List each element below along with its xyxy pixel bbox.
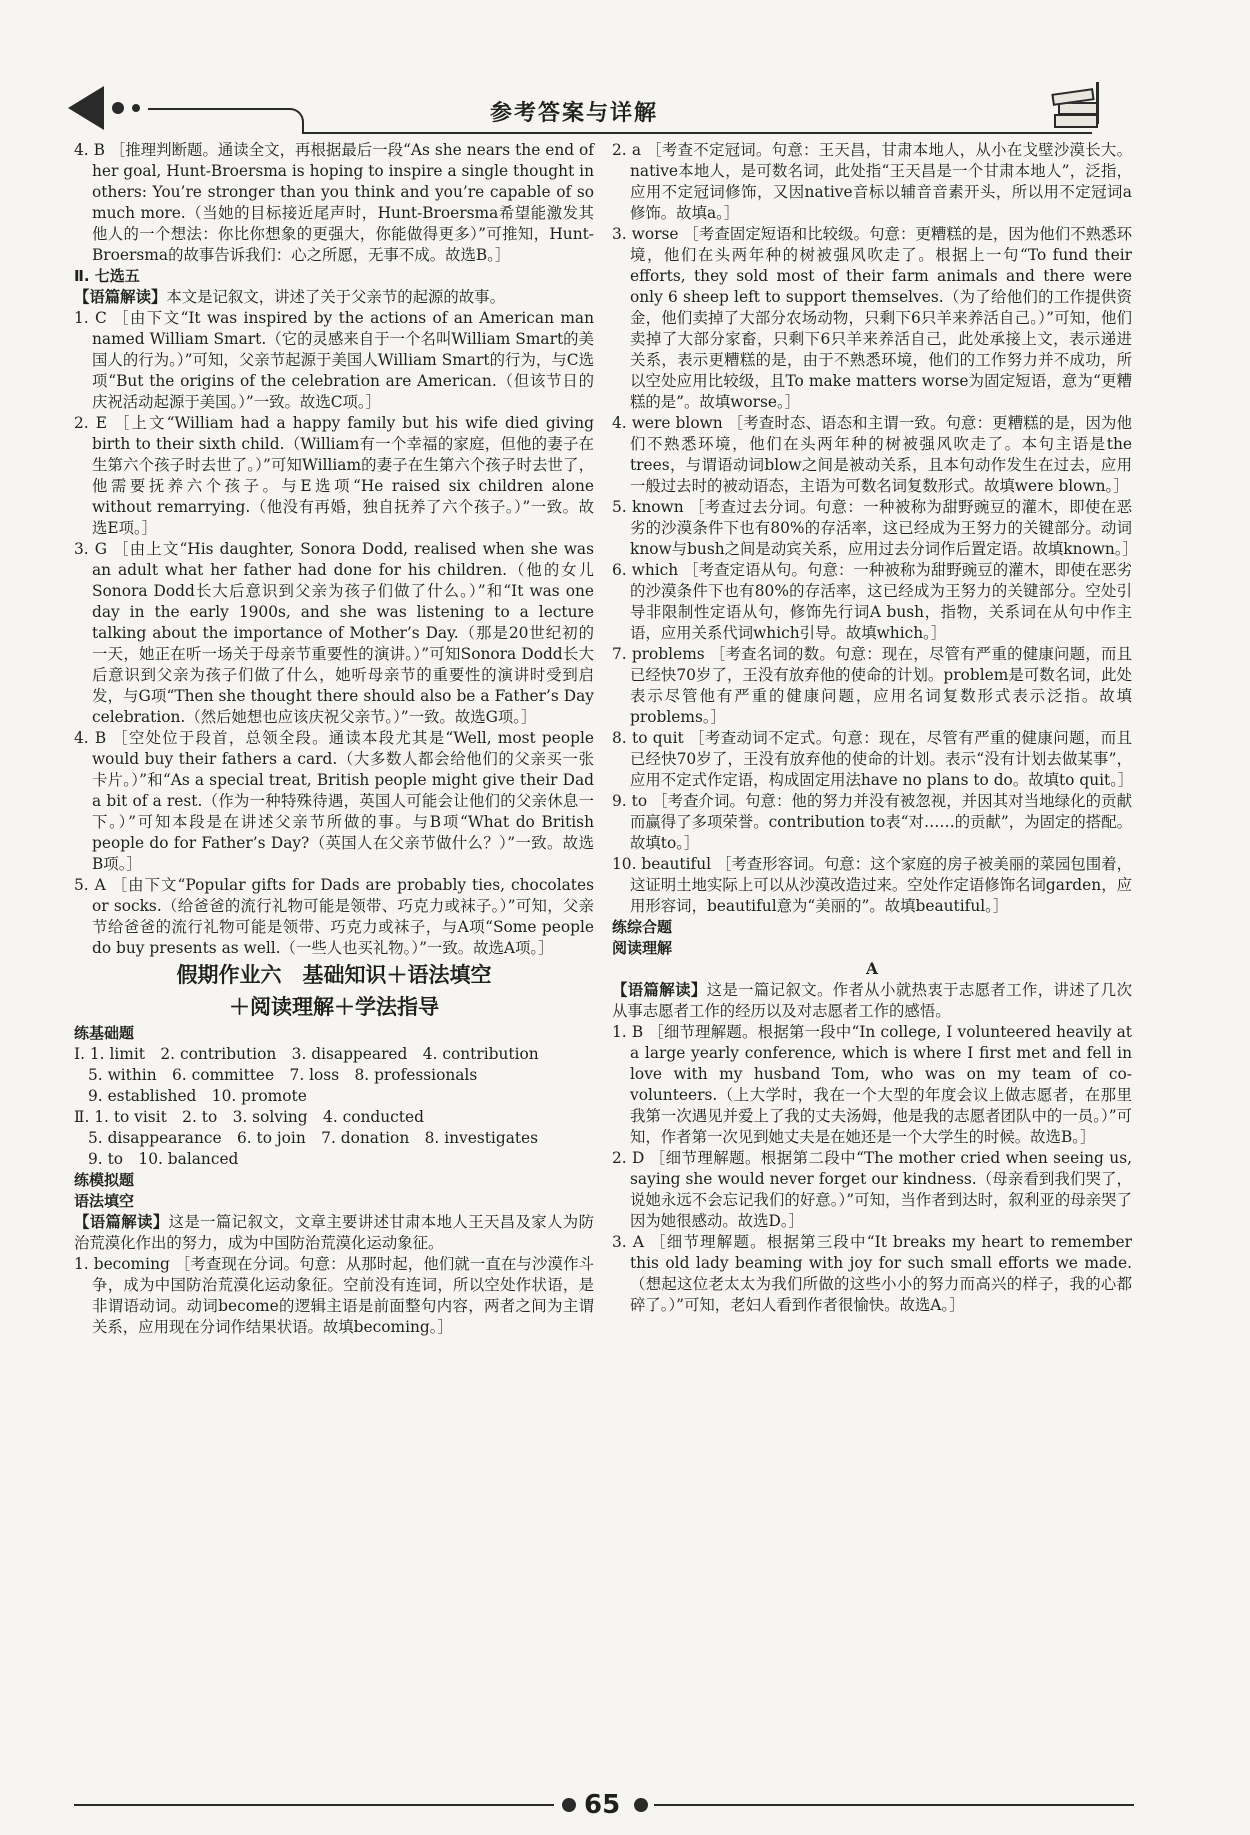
- reading-text: 这是一篇记叙文，文章主要讲述甘肃本地人王天昌及家人为防治荒漠化作出的努力，成为中国防治荒漠化运动象征。: [74, 1213, 594, 1252]
- answer-item: 1. becoming ［考查现在分词。句意：从那时起，他们就一直在与沙漠作斗争，成为中国防治荒漠化运动象征。空前没有连词，所以空处作状语，是非谓语动词。动词become的逻辑主语是前面整句内容，两者之间为主谓关系，应用现在分词作结果状语。故填becoming。］: [74, 1255, 594, 1336]
- answer-row: 9. established 10. promote: [88, 1087, 307, 1105]
- reading-text: 本文是记叙文，讲述了关于父亲节的起源的故事。: [166, 288, 505, 306]
- answer-item: 9. to ［考查介词。句意：他的努力并没有被忽视，并因其对当地绿化的贡献而赢得了多项荣誉。contribution to表“对……的贡献”，为固定的搭配。故填to。］: [612, 792, 1132, 852]
- dot-icon: [112, 102, 124, 114]
- answer-item: 4. B ［空处位于段首，总领全段。通读本段尤其是“Well, most people would buy their fathers a card.（大多数人都会给他们的父亲买一张卡片。）”和“As a special treat, British people might give their Dad a bit of a rest.（作为一种特殊待遇，英国人可能会让他们的父亲休息一下。）”可知本段是在讲述父亲节所做的事。与B项“What do British people do for Father’s Day?（英国人在父亲节做什么？）”一致。故选B项。］: [74, 729, 594, 873]
- answer-row: 9. to 10. balanced: [88, 1150, 239, 1168]
- reading-summary: [74, 287, 594, 308]
- answer-item: 3. A ［细节理解题。根据第三段中“It breaks my heart to remember this old lady beaming with joy for such small efforts we made.（想起这位老太太为我们所做的这些小小的努力而高兴的样子，我的心都碎了。）”可知，老妇人看到作者很愉快。故选A。］: [612, 1233, 1132, 1314]
- section-heading: 练综合题: [612, 918, 673, 936]
- answer-item: 1. B ［细节理解题。根据第一段中“In college, I volunteered heavily at a large yearly conference, which is where I first met and fell in love with my husband Tom, who was on my team of co-volunteers.（上大学时，我在一个大型的年度会议上做志愿者，在那里我第一次遇见并爱上了我的丈夫汤姆，他是我的志愿者团队中的一员。）”可知，作者第一次见到她丈夫是在她还是一个大学生的时候。故选B。］: [612, 1023, 1132, 1146]
- reading-text: 这是一篇记叙文。作者从小就热衷于志愿者工作，讲述了几次从事志愿者工作的经历以及对志愿者工作的感悟。: [612, 981, 1132, 1020]
- passage-label: A: [866, 960, 878, 978]
- homework-title: [74, 959, 594, 1023]
- section-heading: 练基础题: [74, 1024, 135, 1042]
- dot-icon: [562, 1798, 576, 1812]
- page-title: 参考答案与详解: [490, 101, 659, 126]
- answer-row: Ⅰ. 1. limit 2. contribution 3. disappeared 4. contribution: [74, 1045, 539, 1063]
- answer-item: 10. beautiful ［考查形容词。句意：这个家庭的房子被美丽的菜园包围着，这证明土地实际上可以从沙漠改造过来。空处作定语修饰名词garden，应用形容词，beautiful意为“美丽的”。故填beautiful。］: [612, 855, 1132, 915]
- header-rule: [148, 108, 288, 110]
- header-bracket: [288, 108, 304, 134]
- footer-rule: [74, 1804, 554, 1806]
- reading-summary: [612, 980, 1132, 1022]
- left-column: [74, 140, 594, 1338]
- books-icon: [1050, 86, 1102, 130]
- answer-item: 2. a ［考查不定冠词。句意：王天昌，甘肃本地人，从小在戈壁沙漠长大。native本地人，是可数名词，此处指“王天昌是一个甘肃本地人”，泛指，应用不定冠词修饰，又因native音标以辅音音素开头，所以用不定冠词a修饰。故填a。］: [612, 141, 1132, 222]
- dot-icon: [132, 104, 140, 112]
- footer-rule: [654, 1804, 1134, 1806]
- right-column: [612, 140, 1138, 1316]
- answer-item: 2. D ［细节理解题。根据第二段中“The mother cried when seeing us, saying she would never forget our kindness.（母亲看到我们哭了，说她永远不会忘记我们的好意。）”可知，当作者到达时，叙利亚的母亲哭了因为她很感动。故选D。］: [612, 1149, 1132, 1230]
- reading-tag: 【语篇解读】: [74, 1213, 169, 1231]
- homework-title-line-1: 假期作业六 基础知识＋语法填空: [176, 963, 492, 987]
- reading-summary: [74, 1212, 594, 1254]
- page-header: [60, 78, 1120, 134]
- answer-item: 8. to quit ［考查动词不定式。句意：现在，尽管有严重的健康问题，而且已经快70岁了，王没有放弃他的使命的计划。表示“没有计划去做某事”，应用不定式作定语，构成固定用法have no plans to do。故填to quit。］: [612, 729, 1134, 789]
- section-heading: Ⅱ. 七选五: [74, 267, 140, 285]
- answer-item: 5. A ［由下文“Popular gifts for Dads are probably ties, chocolates or socks.（给爸爸的流行礼物可能是领带、巧克力或袜子。）”可知，父亲节给爸爸的流行礼物可能是领带、巧克力或袜子，与A项“Some people do buy presents as well.（一些人也买礼物。）”一致。故选A项。］: [74, 876, 594, 957]
- dot-icon: [634, 1798, 648, 1812]
- header-underline: [302, 132, 1092, 134]
- answer-item: 7. problems ［考查名词的数。句意：现在，尽管有严重的健康问题，而且已经快70岁了，王没有放弃他的使命的计划。problem是可数名词，此处表示尽管他有严重的健康问题，应用名词复数形式表示泛指。故填problems。］: [612, 645, 1132, 726]
- answer-item: 4. were blown ［考查时态、语态和主谓一致。句意：更糟糕的是，因为他们不熟悉环境，他们在头两年种的树被强风吹走了。本句主语是the trees，与谓语动词blow之间是被动关系，且本句动作发生在过去，应用一般过去时的被动语态，主语为可数名词复数形式。故填were blown。］: [612, 414, 1132, 495]
- homework-title-line-2: ＋阅读理解＋学法指导: [229, 995, 439, 1019]
- answer-item: 6. which ［考查定语从句。句意：一种被称为甜野豌豆的灌木，即使在恶劣的沙漠条件下也有80%的存活率，这已经成为王努力的关键部分。空处引导非限制性定语从句，修饰先行词A bush，指物，关系词在从句中作主语，应用关系代词which引导。故填which。］: [612, 561, 1132, 642]
- answer-row: 5. within 6. committee 7. loss 8. professionals: [88, 1066, 478, 1084]
- answer-item: 4. B ［推理判断题。通读全文，再根据最后一段“As she nears the end of her goal, Hunt-Broersma is hoping to inspire a single thought in others: You’re stronger than you think and you’re capable of so much more.（当她的目标接近尾声时，Hunt-Broersma希望能激发其他人的一个想法：你比你想象的更强大，你能做得更多）”可推知，Hunt-Broersma的故事告诉我们：心之所愿，无事不成。故选B。］: [74, 141, 594, 264]
- page-number: 65: [584, 1790, 621, 1820]
- answer-item: 1. C ［由下文“It was inspired by the actions of an American man named William Smart.（它的灵感来自于一个名叫William Smart的美国人的行为。）”可知，父亲节起源于美国人William Smart的行为，与C选项“But the origins of the celebration are American.（但该节日的庆祝活动起源于美国。）”一致。故选C项。］: [74, 309, 594, 411]
- section-heading: 语法填空: [74, 1192, 135, 1210]
- reading-tag: 【语篇解读】: [612, 981, 707, 999]
- answer-row: Ⅱ. 1. to visit 2. to 3. solving 4. conducted: [74, 1108, 424, 1126]
- reading-tag: 【语篇解读】: [74, 288, 167, 306]
- answer-item: 3. worse ［考查固定短语和比较级。句意：更糟糕的是，因为他们不熟悉环境，他们在头两年种的树被强风吹走了。根据上一句“To fund their efforts, they sold most of their farm animals and there were only 6 sheep left to support themselves.（为了给他们的工作提供资金，他们卖掉了大部分农场动物，只剩下6只羊来养活自己。）”可知，他们卖掉了大部分家畜，只剩下6只羊来养活自己，此处承接上文，表示递进关系，表示更糟糕的是，由于不熟悉环境，他们的工作努力并不成功，所以空处应用比较级，且To make matters worse为固定短语，意为“更糟糕的是”。故填worse。］: [612, 225, 1132, 411]
- answer-row: 5. disappearance 6. to join 7. donation 8. investigates: [88, 1129, 539, 1147]
- answer-item: 5. known ［考查过去分词。句意：一种被称为甜野豌豆的灌木，即使在恶劣的沙漠条件下也有80%的存活率，这已经成为王努力的关键部分。动词know与bush之间是动宾关系，应用过去分词作后置定语。故填known。］: [612, 498, 1138, 558]
- arrow-icon: [68, 86, 104, 130]
- answer-item: 2. E ［上文“William had a happy family but his wife died giving birth to their sixth child.（William有一个幸福的家庭，但他的妻子在生第六个孩子时去世了。）”可知William的妻子在生第六个孩子时去世了，他需要抚养六个孩子。与E选项“He raised six children alone without remarrying.（他没有再婚，独自抚养了六个孩子。）”一致。故选E项。］: [74, 414, 594, 537]
- page-footer: [74, 1790, 1134, 1820]
- section-heading: 练模拟题: [74, 1171, 135, 1189]
- section-heading: 阅读理解: [612, 939, 673, 957]
- answer-item: 3. G ［由上文“His daughter, Sonora Dodd, realised when she was an adult what her father had done for his children.（他的女儿Sonora Dodd长大后意识到父亲为孩子们做了什么。）”和“It was one day in the early 1900s, and she was listening to a lecture talking about the importance of Mother’s Day.（那是20世纪初的一天，她正在听一场关于母亲节重要性的演讲。）”可知Sonora Dodd长大后意识到父亲为孩子们做了什么，她听母亲节的重要性的演讲时受到启发，与G项“Then she thought there should also be a Father’s Day celebration.（然后她想也应该庆祝父亲节。）”一致。故选G项。］: [74, 540, 594, 726]
